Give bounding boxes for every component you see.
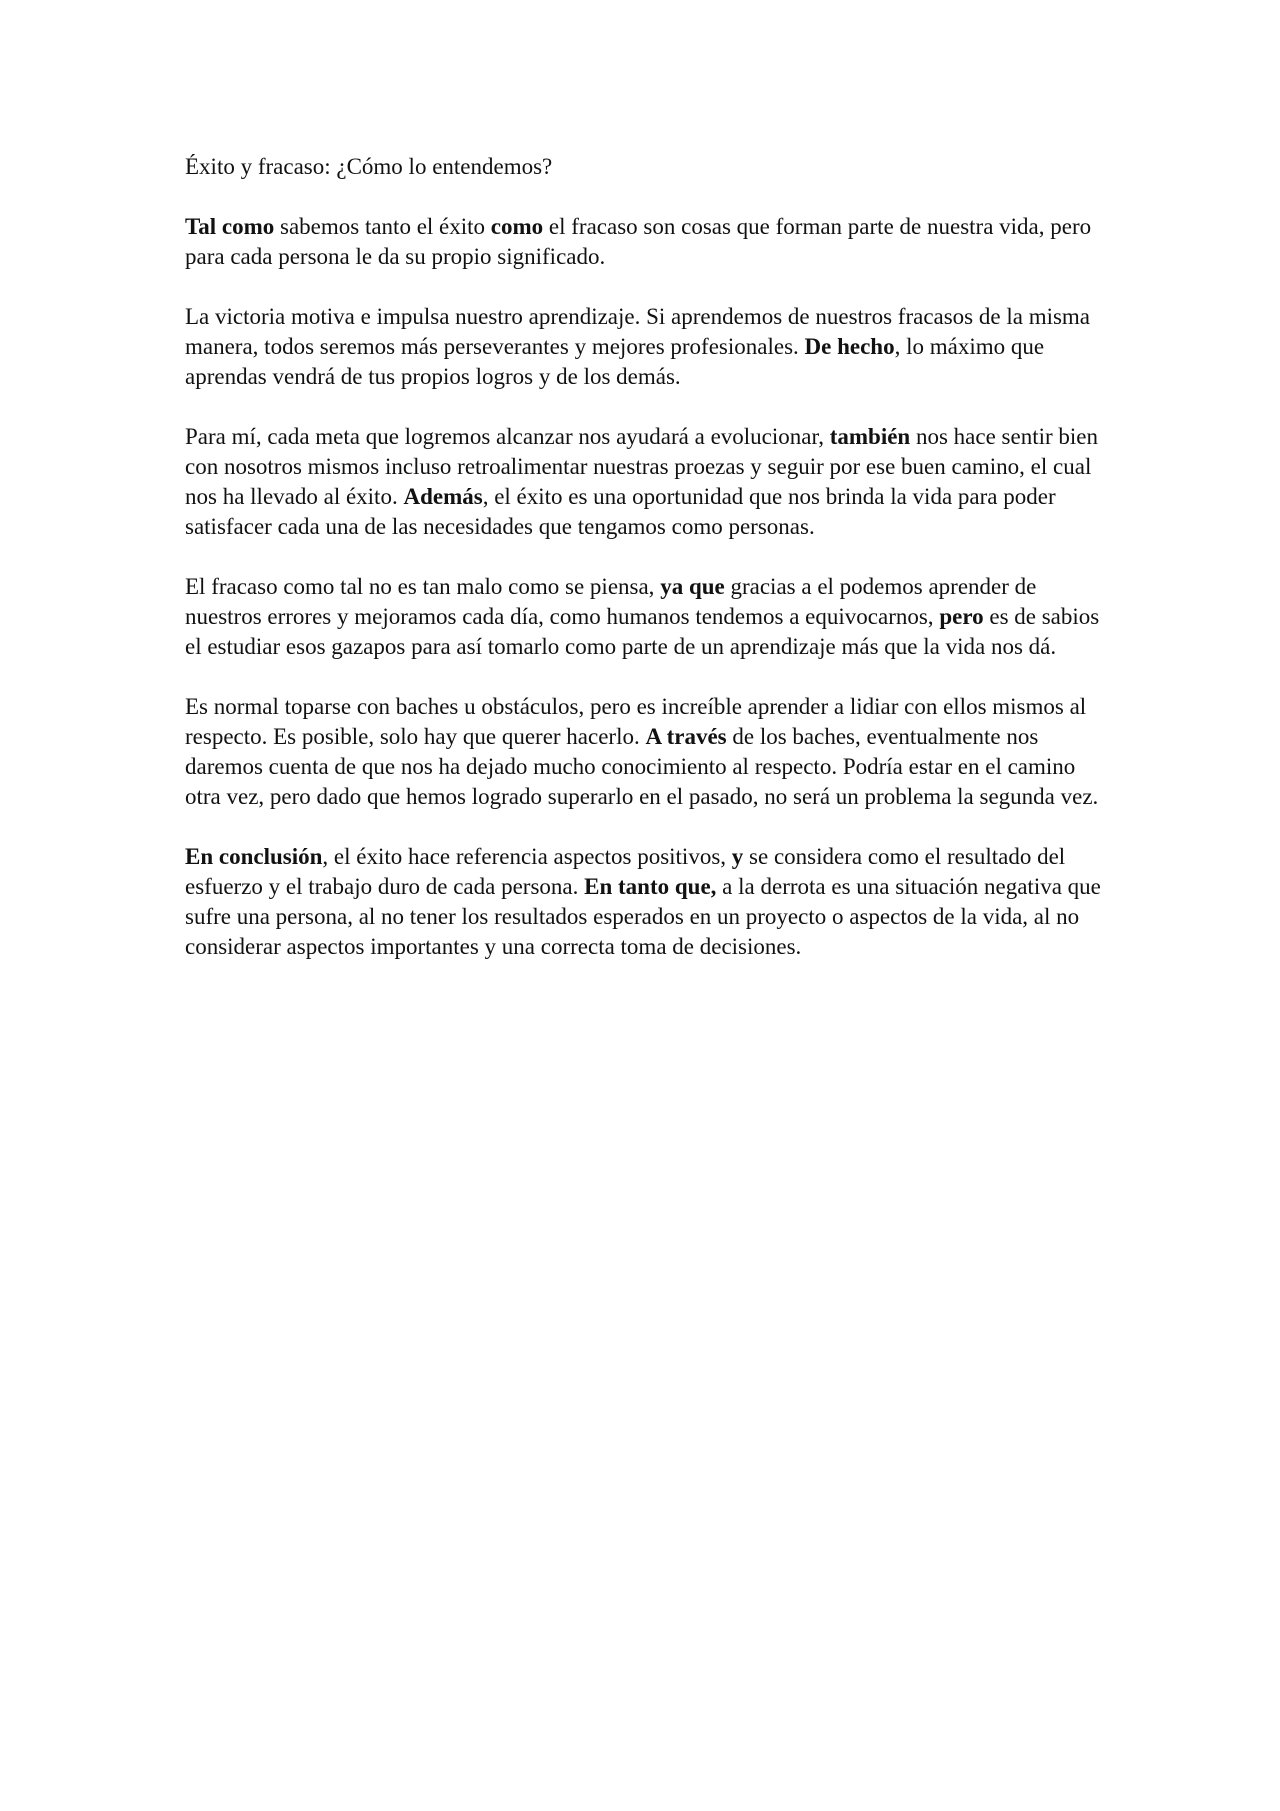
text-run: gracias a el podemos aprender de nuestros errores y mejoramos cada día, como humanos tendemos a equivocarnos,	[185, 574, 1037, 629]
text-run: es de sabios el estudiar esos gazapos para así tomarlo como parte de un aprendizaje más que la vida nos dá.	[185, 604, 1100, 659]
text-run: el fracaso son cosas que forman parte de nuestra vida, pero para cada persona le da su propio significado.	[185, 214, 1092, 269]
text-run: Es normal toparse con baches u obstáculos, pero es increíble aprender a lidiar con ellos mismos al respecto. Es posible, solo hay que querer hacerlo.	[185, 694, 1087, 749]
bold-connector: como	[490, 214, 544, 239]
text-run: de los baches, eventualmente nos daremos cuenta de que nos ha dejado mucho conocimiento al respecto. Podría estar en el camino otra vez, pero dado que hemos logrado superarlo en el pasado, no será un problema la segunda vez.	[185, 724, 1099, 809]
document-page	[185, 152, 1105, 992]
paragraph	[185, 572, 1105, 662]
bold-connector: De hecho	[804, 334, 895, 359]
text-run: sabemos tanto el éxito	[274, 214, 491, 239]
bold-connector: En conclusión	[185, 844, 323, 869]
bold-connector: A través	[645, 724, 727, 749]
text-run: Para mí, cada meta que logremos alcanzar nos ayudará a evolucionar,	[185, 424, 830, 449]
text-run: se considera como el resultado del esfuerzo y el trabajo duro de cada persona.	[185, 844, 1066, 899]
bold-connector: Tal como	[185, 214, 275, 239]
bold-connector: pero	[939, 604, 984, 629]
text-run: , lo máximo que aprendas vendrá de tus propios logros y de los demás.	[185, 334, 1045, 389]
paragraph	[185, 422, 1105, 542]
document-title: Éxito y fracaso: ¿Cómo lo entendemos?	[185, 154, 553, 179]
text-run: , el éxito hace referencia aspectos positivos,	[322, 844, 732, 869]
text-run: , el éxito es una oportunidad que nos brinda la vida para poder satisfacer cada una de las necesidades que tengamos como personas.	[185, 484, 1056, 539]
bold-connector: ya que	[660, 574, 725, 599]
document-body	[185, 212, 1105, 962]
paragraph	[185, 692, 1105, 812]
bold-connector: también	[829, 424, 911, 449]
paragraph	[185, 302, 1105, 392]
text-run: El fracaso como tal no es tan malo como se piensa,	[185, 574, 661, 599]
text-run: a la derrota es una situación negativa que sufre una persona, al no tener los resultados esperados en un proyecto o aspectos de la vida, al no considerar aspectos importantes y una correcta toma de decisiones.	[185, 874, 1101, 959]
text-run: nos hace sentir bien con nosotros mismos incluso retroalimentar nuestras proezas y seguir por ese buen camino, el cual nos ha llevado al éxito.	[185, 424, 1098, 509]
bold-connector: Además	[403, 484, 483, 509]
bold-connector: En tanto que,	[584, 874, 717, 899]
text-run: La victoria motiva e impulsa nuestro aprendizaje. Si aprendemos de nuestros fracasos de la misma manera, todos seremos más perseverantes y mejores profesionales.	[185, 304, 1091, 359]
paragraph	[185, 212, 1105, 272]
paragraph	[185, 842, 1105, 962]
bold-connector: y	[731, 844, 744, 869]
